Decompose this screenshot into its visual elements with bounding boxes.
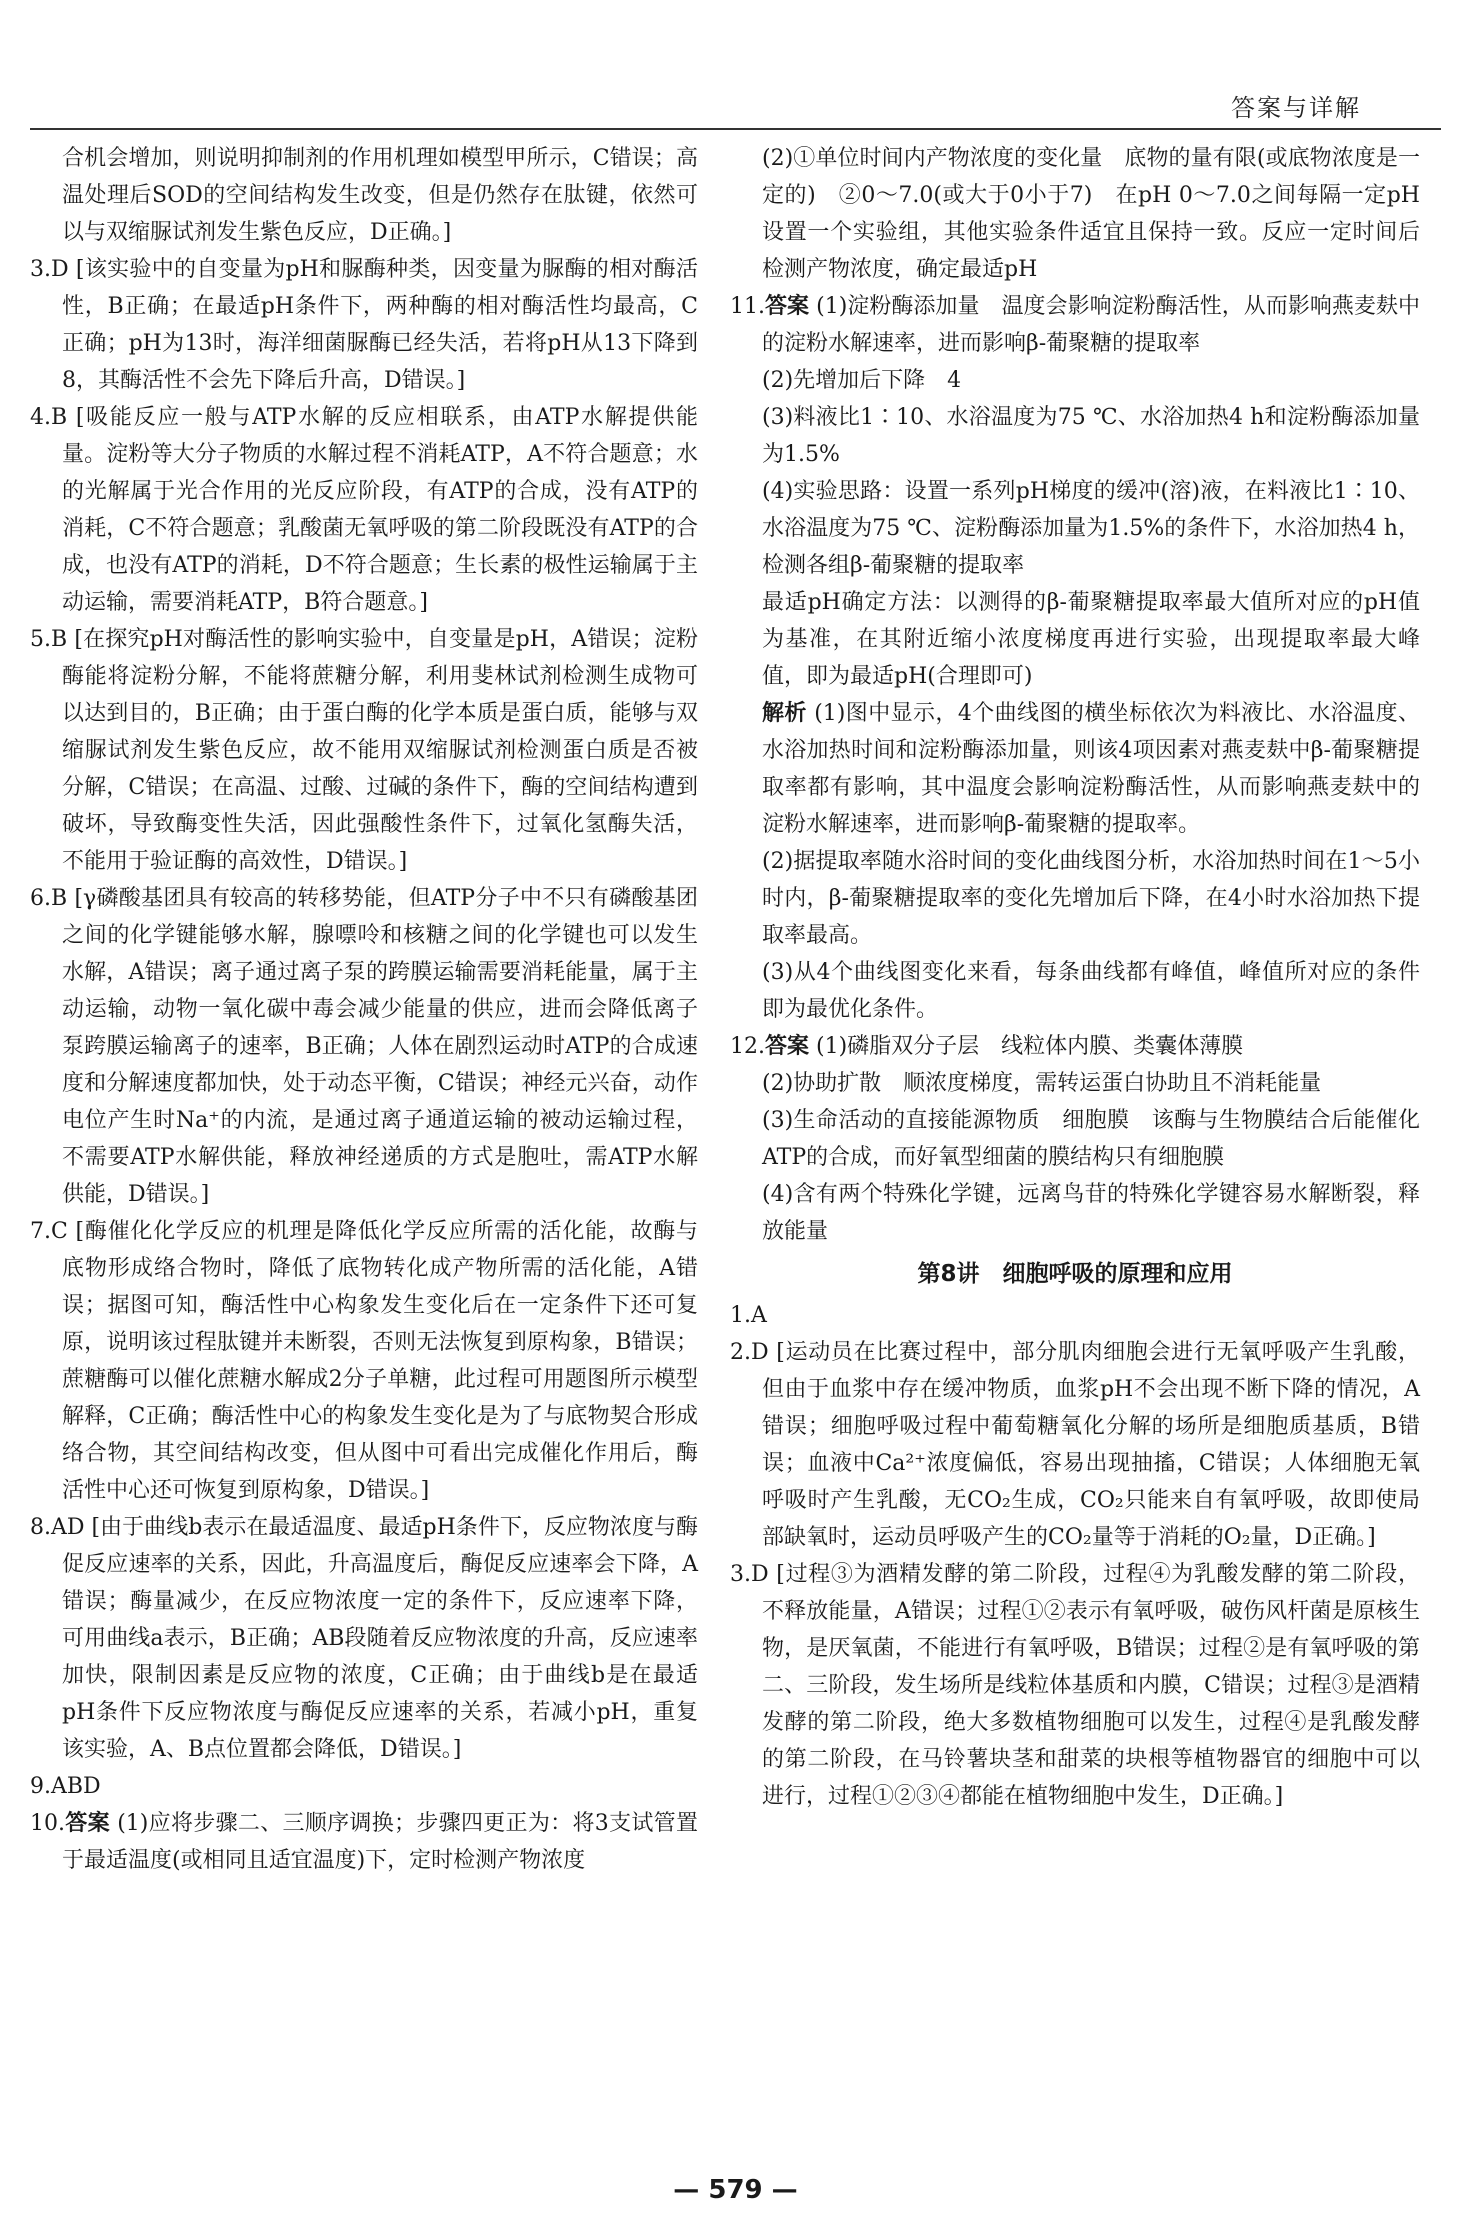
paragraph-text: (3)料液比1∶10、水浴温度为75 ℃、水浴加热4 h和淀粉酶添加量为1.5% (762, 405, 1420, 467)
paragraph-text: (3)生命活动的直接能源物质 细胞膜 该酶与生物膜结合后能催化ATP的合成，而好氧型细菌的膜结构只有细胞膜 (762, 1108, 1420, 1170)
left-column (30, 140, 698, 1879)
answer-paragraph (30, 1213, 698, 1509)
question-number: 11. (730, 294, 765, 319)
answer-paragraph (730, 1297, 1420, 1334)
answer-paragraph (30, 399, 698, 621)
paragraph-text: (1)磷脂双分子层 线粒体内膜、类囊体薄膜 (809, 1034, 1244, 1059)
paragraph-text: (2)据提取率随水浴时间的变化曲线图分析，水浴加热时间在1～5小时内，β-葡聚糖提取率的变化先增加后下降，在4小时水浴加热下提取率最高。 (762, 849, 1420, 948)
page-number: — 579 — (673, 2175, 798, 2205)
answer-paragraph (730, 140, 1420, 288)
paragraph-text: 7.C [酶催化化学反应的机理是降低化学反应所需的活化能，故酶与底物形成络合物时，降低了底物转化成产物所需的活化能，A错误；据图可知，酶活性中心构象发生变化后在一定条件下还可复原，说明该过程肽键并未断裂，否则无法恢复到原构象，B错误；蔗糖酶可以催化蔗糖水解成2分子单糖，此过程可用题图所示模型解释，C正确；酶活性中心的构象发生变化是为了与底物契合形成络合物，其空间结构改变，但从图中可看出完成催化作用后，酶活性中心还可恢复到原构象，D错误。] (30, 1219, 698, 1503)
answer-paragraph (730, 695, 1420, 843)
answer-paragraph (730, 362, 1420, 399)
right-column (730, 140, 1420, 1815)
answer-paragraph (30, 140, 698, 251)
answer-paragraph (30, 251, 698, 399)
question-number: 12. (730, 1034, 765, 1059)
answer-paragraph (730, 399, 1420, 473)
keyword-label: 答案 (765, 293, 810, 319)
keyword-label: 答案 (765, 1033, 810, 1059)
paragraph-text: (4)实验思路：设置一系列pH梯度的缓冲(溶)液，在料液比1∶10、水浴温度为75 ℃、淀粉酶添加量为1.5%的条件下，水浴加热4 h，检测各组β-葡聚糖的提取率 (762, 479, 1420, 578)
paragraph-text: 最适pH确定方法：以测得的β-葡聚糖提取率最大值所对应的pH值为基准，在其附近缩小浓度梯度再进行实验，出现提取率最大峰值，即为最适pH(合理即可) (762, 590, 1420, 689)
question-number: 10. (30, 1811, 65, 1836)
answer-paragraph (30, 621, 698, 880)
answer-paragraph (730, 1334, 1420, 1556)
paragraph-text: 9.ABD (30, 1774, 101, 1799)
answer-paragraph (30, 1805, 698, 1879)
answer-paragraph (730, 1028, 1420, 1065)
lecture-heading (730, 1256, 1420, 1293)
paragraph-text: (2)先增加后下降 4 (762, 368, 962, 393)
answer-paragraph (730, 1556, 1420, 1815)
paragraph-text: 4.B [吸能反应一般与ATP水解的反应相联系，由ATP水解提供能量。淀粉等大分子物质的水解过程不消耗ATP，A不符合题意；水的光解属于光合作用的光反应阶段，有ATP的合成，没有ATP的消耗，C不符合题意；乳酸菌无氧呼吸的第二阶段既没有ATP的合成，也没有ATP的消耗，D不符合题意；生长素的极性运输属于主动运输，需要消耗ATP，B符合题意。] (30, 405, 698, 615)
paragraph-text: (2)协助扩散 顺浓度梯度，需转运蛋白协助且不消耗能量 (762, 1071, 1322, 1096)
paragraph-text: (3)从4个曲线图变化来看，每条曲线都有峰值，峰值所对应的条件即为最优化条件。 (762, 960, 1420, 1022)
answer-paragraph (730, 288, 1420, 362)
paragraph-text: 1.A (730, 1303, 767, 1328)
paragraph-text: 3.D [过程③为酒精发酵的第二阶段，过程④为乳酸发酵的第二阶段，不释放能量，A错误；过程①②表示有氧呼吸，破伤风杆菌是原核生物，是厌氧菌，不能进行有氧呼吸，B错误；过程②是有氧呼吸的第二、三阶段，发生场所是线粒体基质和内膜，C错误；过程③是酒精发酵的第二阶段，绝大多数植物细胞可以发生，过程④是乳酸发酵的第二阶段，在马铃薯块茎和甜菜的块根等植物器官的细胞中可以进行，过程①②③④都能在植物细胞中发生，D正确。] (730, 1562, 1420, 1809)
paragraph-text: 5.B [在探究pH对酶活性的影响实验中，自变量是pH，A错误；淀粉酶能将淀粉分解，不能将蔗糖分解，利用斐林试剂检测生成物可以达到目的，B正确；由于蛋白酶的化学本质是蛋白质，能够与双缩脲试剂发生紫色反应，故不能用双缩脲试剂检测蛋白质是否被分解，C错误；在高温、过酸、过碱的条件下，酶的空间结构遭到破坏，导致酶变性失活，因此强酸性条件下，过氧化氢酶失活，不能用于验证酶的高效性，D错误。] (30, 627, 698, 874)
answer-paragraph (730, 584, 1420, 695)
answer-paragraph (30, 1509, 698, 1768)
paragraph-text: (2)①单位时间内产物浓度的变化量 底物的量有限(或底物浓度是一定的) ②0～7.0(或大于0小于7) 在pH 0～7.0之间每隔一定pH设置一个实验组，其他实验条件适宜且保持一致。反应一定时间后检测产物浓度，确定最适pH (762, 146, 1420, 282)
paragraph-text: 3.D [该实验中的自变量为pH和脲酶种类，因变量为脲酶的相对酶活性，B正确；在最适pH条件下，两种酶的相对酶活性均最高，C正确；pH为13时，海洋细菌脲酶已经失活，若将pH从13下降到8，其酶活性不会先下降后升高，D错误。] (30, 257, 698, 393)
paragraph-text: 6.B [γ磷酸基团具有较高的转移势能，但ATP分子中不只有磷酸基团之间的化学键能够水解，腺嘌呤和核糖之间的化学键也可以发生水解，A错误；离子通过离子泵的跨膜运输需要消耗能量，属于主动运输，动物一氧化碳中毒会减少能量的供应，进而会降低离子泵跨膜运输离子的速率，B正确；人体在剧烈运动时ATP的合成速度和分解速度都加快，处于动态平衡，C错误；神经元兴奋，动作电位产生时Na⁺的内流，是通过离子通道运输的被动运输过程，不需要ATP水解供能，释放神经递质的方式是胞吐，需ATP水解供能，D错误。] (30, 886, 698, 1207)
paragraph-text: 2.D [运动员在比赛过程中，部分肌肉细胞会进行无氧呼吸产生乳酸，但由于血浆中存在缓冲物质，血浆pH不会出现不断下降的情况，A错误；细胞呼吸过程中葡萄糖氧化分解的场所是细胞质基质，B错误；血液中Ca²⁺浓度偏低，容易出现抽搐，C错误；人体细胞无氧呼吸时产生乳酸，无CO₂生成，CO₂只能来自有氧呼吸，故即使局部缺氧时，运动员呼吸产生的CO₂量等于消耗的O₂量，D正确。] (730, 1340, 1420, 1550)
paragraph-text: 合机会增加，则说明抑制剂的作用机理如模型甲所示，C错误；高温处理后SOD的空间结构发生改变，但是仍然存在肽键，依然可以与双缩脲试剂发生紫色反应，D正确。] (62, 146, 698, 245)
answer-paragraph (730, 843, 1420, 954)
answer-paragraph (30, 1768, 698, 1805)
paragraph-text: (1)淀粉酶添加量 温度会影响淀粉酶活性，从而影响燕麦麸中的淀粉水解速率，进而影响β-葡聚糖的提取率 (762, 294, 1420, 356)
answer-paragraph (730, 1065, 1420, 1102)
answer-paragraph (730, 1102, 1420, 1176)
answer-paragraph (730, 954, 1420, 1028)
answer-paragraph (730, 473, 1420, 584)
keyword-label: 解析 (762, 700, 807, 726)
paragraph-text: (4)含有两个特殊化学键，远离鸟苷的特殊化学键容易水解断裂，释放能量 (762, 1182, 1420, 1244)
answer-paragraph (30, 880, 698, 1213)
paragraph-text: 8.AD [由于曲线b表示在最适温度、最适pH条件下，反应物浓度与酶促反应速率的关系，因此，升高温度后，酶促反应速率会下降，A错误；酶量减少，在反应物浓度一定的条件下，反应速率下降，可用曲线a表示，B正确；AB段随着反应物浓度的升高，反应速率加快，限制因素是反应物的浓度，C正确；由于曲线b是在最适pH条件下反应物浓度与酶促反应速率的关系，若减小pH，重复该实验，A、B点位置都会降低，D错误。] (30, 1515, 698, 1762)
paragraph-text: (1)图中显示，4个曲线图的横坐标依次为料液比、水浴温度、水浴加热时间和淀粉酶添加量，则该4项因素对燕麦麸中β-葡聚糖提取率都有影响，其中温度会影响淀粉酶活性，从而影响燕麦麸中的淀粉水解速率，进而影响β-葡聚糖的提取率。 (762, 701, 1420, 837)
paragraph-text: (1)应将步骤二、三顺序调换；步骤四更正为：将3支试管置于最适温度(或相同且适宜温度)下，定时检测产物浓度 (62, 1811, 698, 1873)
paragraph-text: 第8讲 细胞呼吸的原理和应用 (917, 1261, 1233, 1287)
header-rule (30, 128, 1441, 130)
keyword-label: 答案 (65, 1810, 110, 1836)
answer-paragraph (730, 1176, 1420, 1250)
running-header: 答案与详解 (1231, 94, 1361, 122)
